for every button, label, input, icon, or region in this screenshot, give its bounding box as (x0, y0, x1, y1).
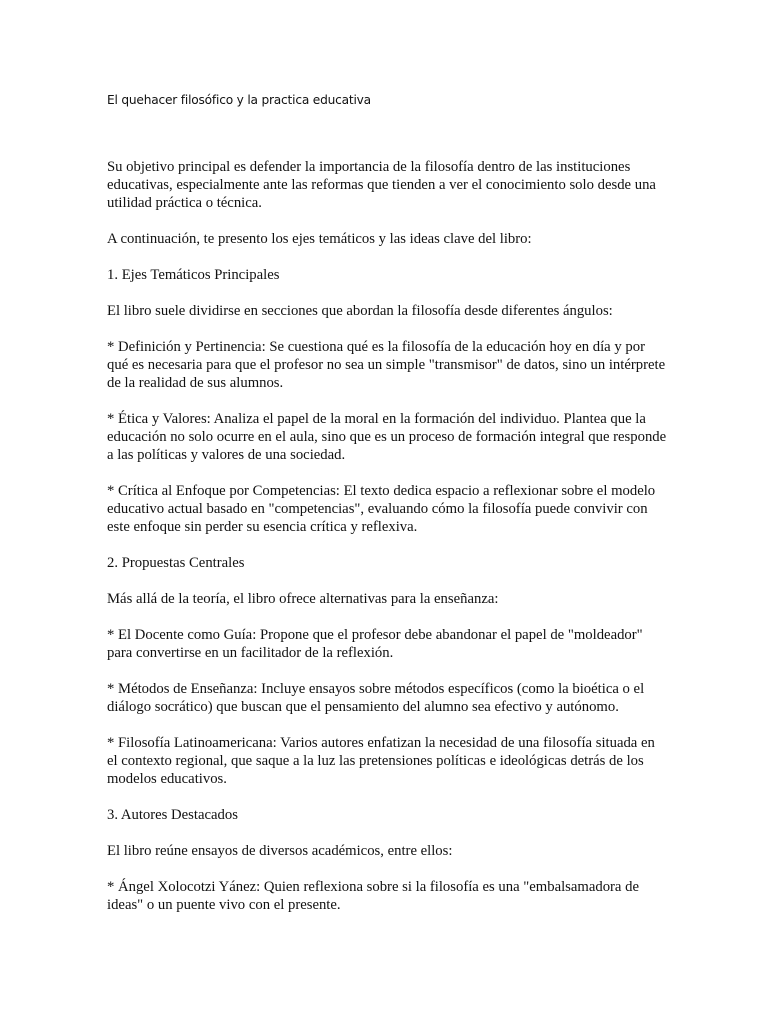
bullet-docente: * El Docente como Guía: Propone que el profesor debe abandonar el papel de "moldeador" para convertirse en un facilitador de la reflexión. (107, 627, 643, 661)
bullet-definicion: * Definición y Pertinencia: Se cuestiona qué es la filosofía de la educación hoy en día y por qué es necesaria para que el profesor no sea un simple "transmisor" de datos, sino un intérprete de la realidad de sus alumnos. (107, 339, 666, 391)
section-intro-propuestas: Más allá de la teoría, el libro ofrece alternativas para la enseñanza: (107, 591, 499, 607)
bullet-latinoamericana: * Filosofía Latinoamericana: Varios autores enfatizan la necesidad de una filosofía situada en el contexto regional, que saque a la luz las pretensiones políticas e ideológicas detrás de los modelos educativos. (107, 735, 655, 787)
section-intro-ejes: El libro suele dividirse en secciones que abordan la filosofía desde diferentes ángulos: (107, 303, 613, 319)
bullet-xolocotzi: * Ángel Xolocotzi Yánez: Quien reflexiona sobre si la filosofía es una "embalsamadora de ideas" o un puente vivo con el presente. (107, 879, 639, 913)
section-intro-autores: El libro reúne ensayos de diversos académicos, entre ellos: (107, 843, 453, 859)
document-body (107, 158, 667, 932)
bullet-etica: * Ética y Valores: Analiza el papel de la moral en la formación del individuo. Plantea que la educación no solo ocurre en el aula, sino que es un proceso de formación integral que responde a las políticas y valores de una sociedad. (107, 411, 667, 463)
document-title: El quehacer filosófico y la practica educativa (107, 93, 371, 107)
section-heading-autores: 3. Autores Destacados (107, 807, 238, 823)
bullet-metodos: * Métodos de Enseñanza: Incluye ensayos sobre métodos específicos (como la bioética o el diálogo socrático) que buscan que el pensamiento del alumno sea efectivo y autónomo. (107, 681, 645, 715)
intro-continuation-paragraph: A continuación, te presento los ejes temáticos y las ideas clave del libro: (107, 231, 532, 247)
intro-paragraph: Su objetivo principal es defender la importancia de la filosofía dentro de las instituciones educativas, especialmente ante las reformas que tienden a ver el conocimiento solo desde una utilidad práctica o técnica. (107, 159, 656, 211)
section-heading-propuestas: 2. Propuestas Centrales (107, 555, 245, 571)
section-heading-ejes: 1. Ejes Temáticos Principales (107, 267, 280, 283)
bullet-critica: * Crítica al Enfoque por Competencias: El texto dedica espacio a reflexionar sobre el modelo educativo actual basado en "competencias", evaluando cómo la filosofía puede convivir con este enfoque sin perder su esencia crítica y reflexiva. (107, 483, 656, 535)
